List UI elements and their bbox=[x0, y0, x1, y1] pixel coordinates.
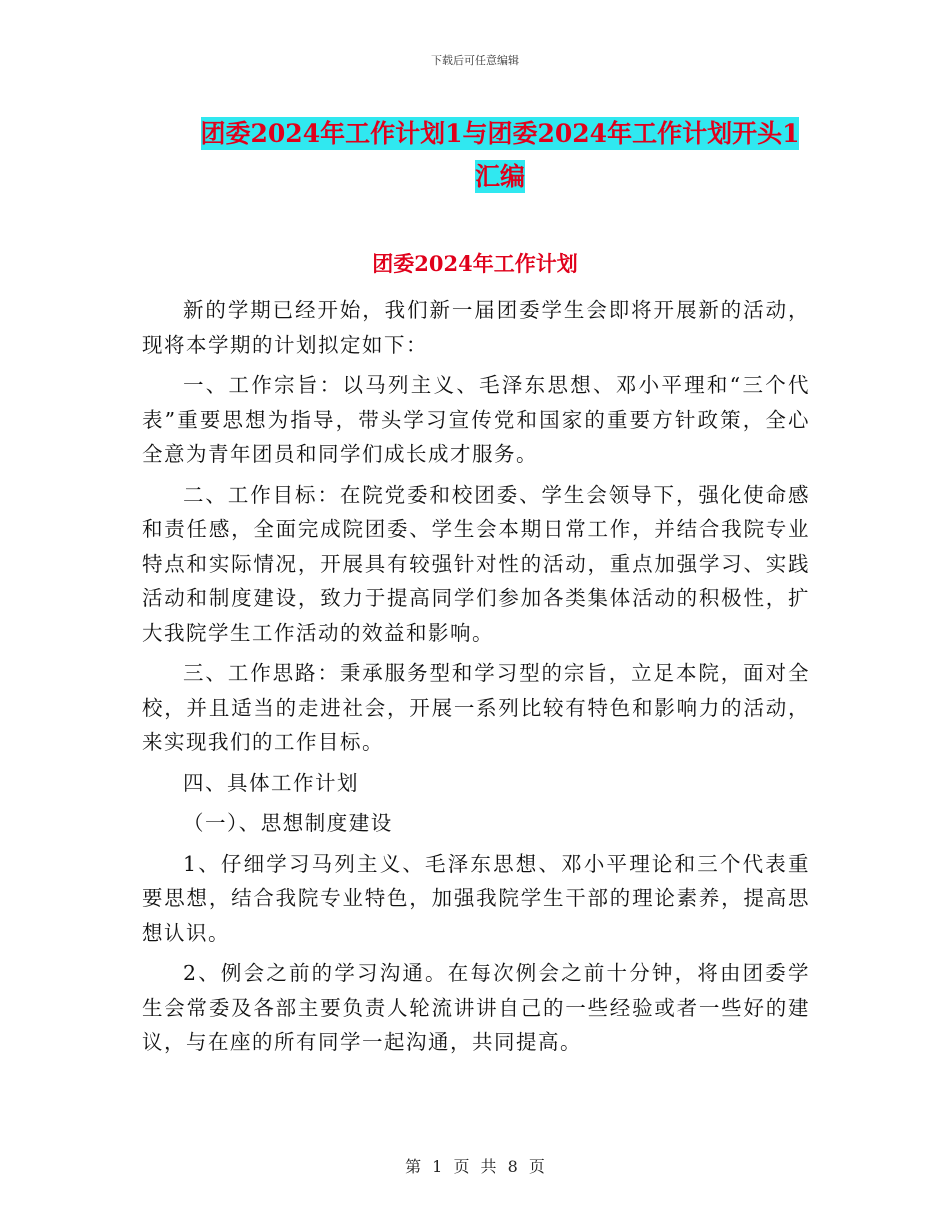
title-line-2: 汇编 bbox=[474, 162, 525, 191]
header-note: 下载后可任意编辑 bbox=[431, 54, 519, 67]
title-line-1: 团委2024年工作计划1与团委2024年工作计划开头1 bbox=[200, 119, 800, 148]
paragraph-purpose: 一、工作宗旨：以马列主义、毛泽东思想、邓小平理和“三个代表”重要思想为指导，带头学习宣传党和国家的重要方针政策，全心全意为青年团员和同学们成长成才服务。 bbox=[142, 373, 810, 466]
paragraph-subheading: （一）、思想制度建设 bbox=[183, 811, 393, 835]
paragraph-intro: 新的学期已经开始，我们新一届团委学生会即将开展新的活动，现将本学期的计划拟定如下： bbox=[142, 298, 810, 357]
paragraph-item-1: 1、仔细学习马列主义、毛泽东思想、邓小平理论和三个代表重要思想，结合我院专业特色，加强我院学生干部的理论素养，提高思想认识。 bbox=[142, 851, 810, 945]
paragraph-item-2: 2、例会之前的学习沟通。在每次例会之前十分钟，将由团委学生会常委及各部主要负责人轮流讲讲自己的一些经验或者一些好的建议，与在座的所有同学一起沟通，共同提高。 bbox=[142, 961, 810, 1054]
document-body bbox=[142, 293, 810, 1066]
section-title: 团委2024年工作计划 bbox=[372, 251, 578, 276]
paragraph-goals: 二、工作目标：在院党委和校团委、学生会领导下，强化使命感和责任感，全面完成院团委、学生会本期日常工作，并结合我院专业特点和实际情况，开展具有较强针对性的活动，重点加强学习、实践活动和制度建设，致力于提高同学们参加各类集体活动的积极性，扩大我院学生工作活动的效益和影响。 bbox=[142, 482, 810, 645]
document-title bbox=[140, 112, 860, 198]
paragraph-approach: 三、工作思路：秉承服务型和学习型的宗旨，立足本院，面对全校，并且适当的走进社会，开展一系列比较有特色和影响力的活动，来实现我们的工作目标。 bbox=[142, 661, 810, 754]
paragraph-plan-heading: 四、具体工作计划 bbox=[183, 770, 359, 795]
page-footer: 第 1 页 共 8 页 bbox=[405, 1157, 545, 1176]
